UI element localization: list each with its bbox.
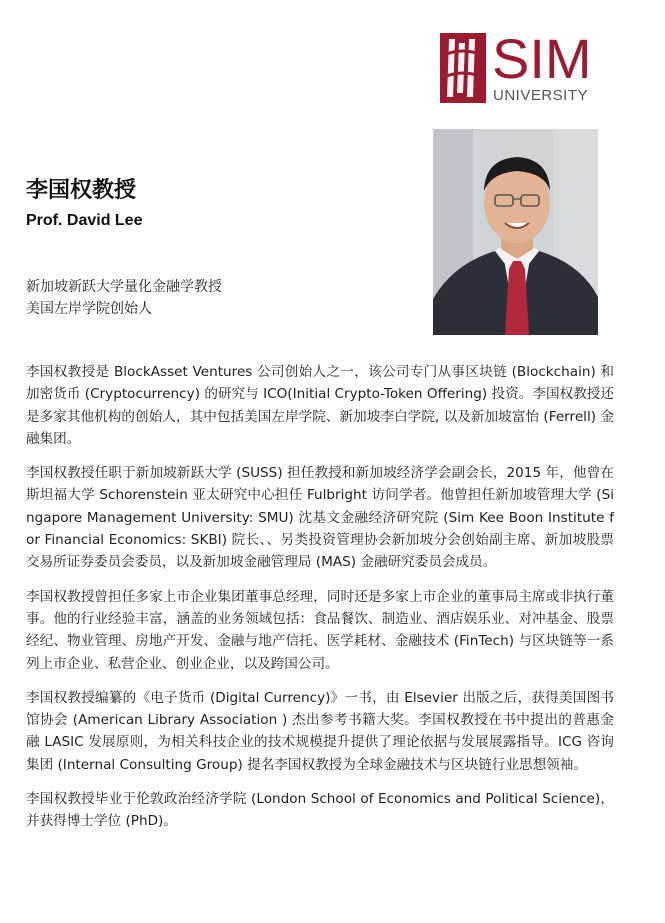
profile-title-line: 美国左岸学院创始人 bbox=[26, 301, 152, 317]
bio-paragraph: 李国权教授毕业于伦敦政治经济学院 (London School of Economics and Political Science)，并获得博士学位 (PhD)。 bbox=[26, 791, 614, 830]
logo-subtitle-text: UNIVERSITY bbox=[493, 87, 589, 104]
bio-paragraph: 李国权教授曾担任多家上市企业集团董事总经理，同时还是多家上市企业的董事局主席或非执行董事。他的行业经验丰富，涵盖的业务领域包括：食品餐饮、制造业、酒店娱乐业、对冲基金、股票经纪、物业管理、房地产开发、金融与地产信托、医学耗材、金融技术 (FinTech) 与区块链等一系列上市企业、私营企业、创业企业，以及跨国公司。 bbox=[26, 588, 614, 672]
sim-university-logo bbox=[440, 27, 596, 107]
bio-paragraph: 李国权教授任职于新加坡新跃大学 (SUSS) 担任教授和新加坡经济学会副会长，2015 年，他曾在斯坦福大学 Schorenstein 亚太研究中心担任 Fulbright 访问学者。他曾担任新加坡管理大学 (Singapore Management University: SMU) 沈基文金融经济研究院 (Sim Kee Boon Institute for Financial Economics: SKBI) 院长、、另类投资管理协会新加坡分会创始副主席、新加坡股票交易所证券委员会委员，以及新加坡金融管理局 (MAS) 金融研究委员会成员。 bbox=[26, 465, 614, 571]
profile-name-chinese: 李国权教授 bbox=[26, 178, 137, 203]
bio-paragraph: 李国权教授编纂的《电子货币 (Digital Currency)》一书，由 Elsevier 出版之后，获得美国图书馆协会 (American Library Association ) 杰出参考书籍大奖。李国权教授在书中提出的普惠金融 LASIC 发展原则，为相关科技企业的技术规模提升提供了理论依据与发展展露指导。ICG 咨询集团 (Internal Consulting Group) 提名李国权教授为全球金融技术与区块链行业思想领袖。 bbox=[26, 689, 614, 773]
profile-titles bbox=[26, 276, 222, 320]
profile-title-line: 新加坡新跃大学量化金融学教授 bbox=[26, 279, 222, 295]
bio-paragraph: 李国权教授是 BlockAsset Ventures 公司创始人之一，该公司专门从事区块链 (Blockchain) 和加密货币 (Cryptocurrency) 的研究与 ICO(Initial Crypto-Token Offering) 投资。李国权教授还是多家其他机构的创始人，其中包括美国左岸学院、新加坡李白学院, 以及新加坡富怡 (Ferrell) 金融集团。 bbox=[26, 364, 614, 447]
biography bbox=[26, 361, 614, 845]
profile-photo bbox=[433, 129, 598, 335]
logo-brand-text: SIM bbox=[492, 27, 592, 90]
profile-name-english: Prof. David Lee bbox=[26, 212, 143, 229]
sim-logo-mark-icon bbox=[440, 33, 486, 103]
